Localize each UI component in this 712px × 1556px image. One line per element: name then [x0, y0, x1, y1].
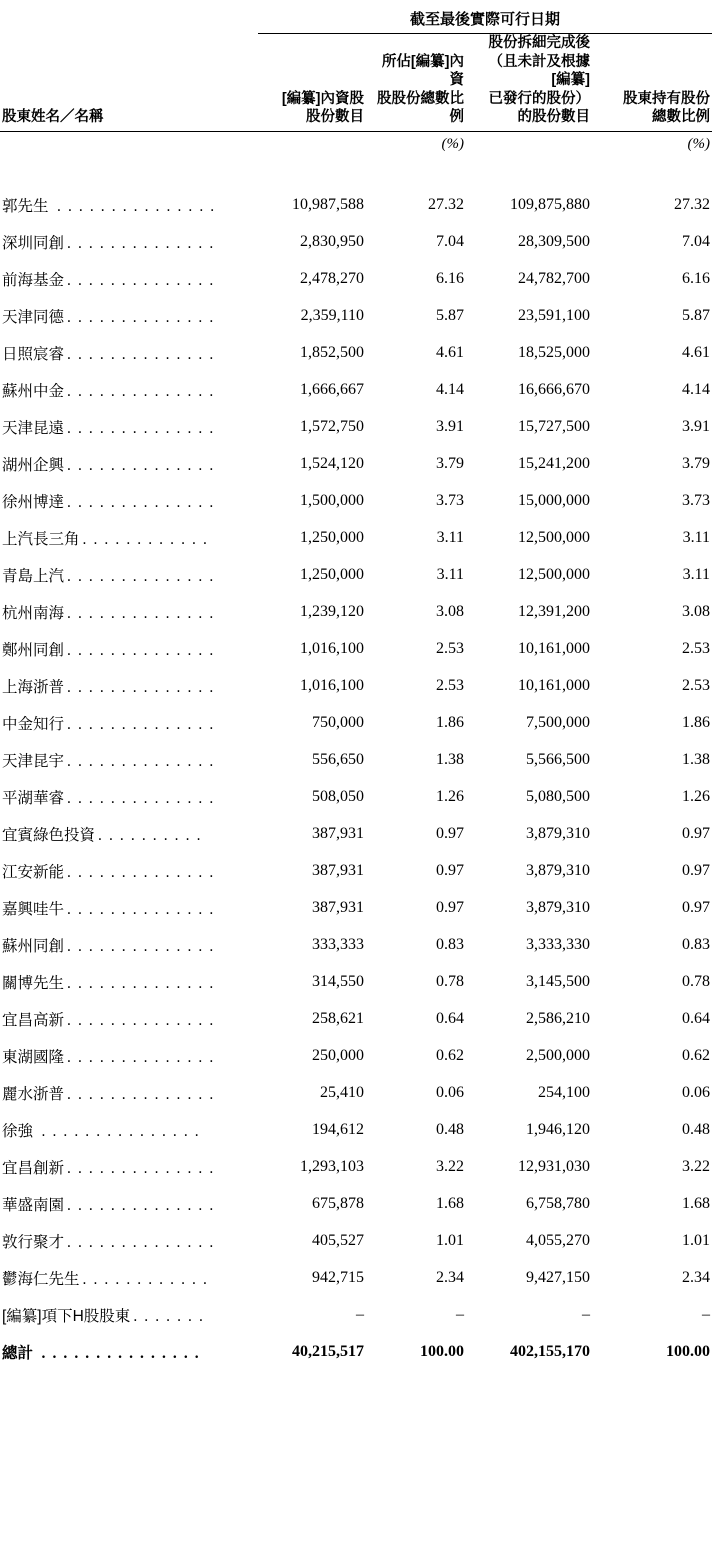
- value-c3: 10,161,000: [518, 677, 590, 695]
- shareholder-name-cell: [0, 1038, 258, 1075]
- value-c2: 0.97: [436, 899, 464, 917]
- value-c4: –: [702, 1306, 711, 1324]
- value-c3: 3,879,310: [526, 825, 590, 843]
- value-c3: 1,946,120: [526, 1121, 590, 1139]
- value-c2: 2.53: [436, 677, 464, 695]
- value-c4: 3.73: [682, 492, 711, 510]
- percent-unit-2: (%): [441, 135, 464, 152]
- table-row: [0, 705, 712, 742]
- shareholder-name: 東湖國隆: [2, 1049, 65, 1067]
- shareholder-name-cell: [0, 372, 258, 409]
- shareholder-name: 湖州企興: [2, 457, 65, 475]
- value-c3: 7,500,000: [526, 714, 590, 732]
- shareholder-name-cell: [0, 1334, 258, 1371]
- dot-leader: . . . . . . .: [133, 1308, 205, 1326]
- percent-unit-row: [0, 132, 712, 161]
- shareholder-name: 關博先生: [2, 975, 65, 993]
- table-row: [0, 446, 712, 483]
- col-header-post-split-shares: [466, 34, 592, 131]
- shareholder-name-cell: [0, 742, 258, 779]
- table-row: [0, 1223, 712, 1260]
- col-header-domestic-shares-line1: [編纂]內資股: [281, 90, 364, 107]
- shareholder-name-cell: [0, 1001, 258, 1038]
- shareholder-name: 鬱海仁先生: [2, 1271, 80, 1289]
- value-c2: 1.68: [436, 1195, 464, 1213]
- shareholder-name-cell: [0, 594, 258, 631]
- shareholder-name: 上汽長三角: [2, 531, 80, 549]
- value-c3: 2,586,210: [526, 1010, 590, 1028]
- value-c1: 2,359,110: [300, 307, 364, 325]
- shareholder-name: 郭先生: [2, 198, 49, 216]
- dot-leader: . . . . . . . . . . . . . . .: [51, 198, 216, 216]
- dot-leader: . . . . . . . . . . . . . .: [67, 568, 215, 586]
- value-c1: 387,931: [312, 862, 364, 880]
- value-c2: 0.06: [436, 1084, 464, 1102]
- shareholder-name: 江安新能: [2, 864, 65, 882]
- value-c4: 7.04: [682, 233, 711, 251]
- table-row: [0, 1149, 712, 1186]
- value-c1: 1,524,120: [300, 455, 364, 473]
- value-c4: 3.08: [682, 603, 711, 621]
- col-header-name-text: 股東姓名／名稱: [2, 109, 104, 126]
- value-c2: 3.11: [436, 529, 464, 547]
- value-c4: 27.32: [674, 196, 711, 214]
- value-c3: 4,055,270: [526, 1232, 590, 1250]
- table-row: [0, 631, 712, 668]
- value-c2: 3.79: [436, 455, 464, 473]
- value-c4: 6.16: [682, 270, 711, 288]
- value-c1: 1,666,667: [300, 381, 364, 399]
- dot-leader: . . . . . . . . . . . . . .: [67, 1012, 215, 1030]
- table-row: [0, 520, 712, 557]
- value-c4: 0.06: [682, 1084, 711, 1102]
- shareholder-name-cell: [0, 224, 258, 261]
- value-c3: 12,500,000: [518, 566, 590, 584]
- table-row: [0, 927, 712, 964]
- value-c4: 0.97: [682, 825, 711, 843]
- value-c1: 508,050: [312, 788, 364, 806]
- value-c4: 1.38: [682, 751, 711, 769]
- value-c3: 5,080,500: [526, 788, 590, 806]
- value-c4: 4.14: [682, 381, 711, 399]
- col-header-post-split-line4: 已發行的股份）: [488, 90, 590, 107]
- value-c4: 2.34: [682, 1269, 711, 1287]
- value-c4: 0.97: [682, 862, 711, 880]
- table-row: [0, 779, 712, 816]
- value-c4: 3.11: [682, 529, 711, 547]
- shareholder-name-cell: [0, 1223, 258, 1260]
- value-c1: 314,550: [312, 973, 364, 991]
- dot-leader: . . . . . . . . . . . . . .: [67, 901, 215, 919]
- value-c2: 0.83: [436, 936, 464, 954]
- value-c2: 3.73: [436, 492, 464, 510]
- dot-leader: . . . . . . . . . . . . . .: [67, 790, 215, 808]
- col-header-total-pct: [592, 34, 712, 131]
- dot-leader: . . . . . . . . . . . . . .: [67, 716, 215, 734]
- dot-leader: . . . . . . . . . . . . . .: [67, 383, 215, 401]
- shareholder-name-cell: [0, 187, 258, 224]
- value-c3: 402,155,170: [510, 1343, 590, 1361]
- col-header-domestic-pct: [366, 34, 466, 131]
- shareholder-name: 麗水浙普: [2, 1086, 65, 1104]
- value-c3: 3,879,310: [526, 862, 590, 880]
- value-c2: 6.16: [436, 270, 464, 288]
- dot-leader: . . . . . . . . . . . . . .: [67, 938, 215, 956]
- dot-leader: . . . . . . . . . . . . . .: [67, 494, 215, 512]
- shareholder-name-cell: [0, 964, 258, 1001]
- dot-leader: . . . . . . . . . .: [98, 827, 203, 845]
- dot-leader: . . . . . . . . . . . . . .: [67, 679, 215, 697]
- value-c1: 250,000: [312, 1047, 364, 1065]
- shareholder-name-cell: [0, 1186, 258, 1223]
- value-c4: 0.83: [682, 936, 711, 954]
- table-row: [0, 187, 712, 224]
- shareholder-name-cell: [0, 631, 258, 668]
- shareholder-name-cell: [0, 483, 258, 520]
- table-row: [0, 1038, 712, 1075]
- shareholder-name-cell: [0, 298, 258, 335]
- table-row: [0, 409, 712, 446]
- table-row: [0, 742, 712, 779]
- shareholder-name-cell: [0, 890, 258, 927]
- value-c2: 2.53: [436, 640, 464, 658]
- shareholder-name: 杭州南海: [2, 605, 65, 623]
- col-header-total-pct-line1: 股東持有股份: [623, 90, 711, 107]
- shareholder-name-cell: [0, 1075, 258, 1112]
- dot-leader: . . . . . . . . . . . .: [82, 1271, 209, 1289]
- value-c3: 3,879,310: [526, 899, 590, 917]
- dot-leader: . . . . . . . . . . . . . .: [67, 309, 215, 327]
- value-c2: 1.86: [436, 714, 464, 732]
- table-row: [0, 372, 712, 409]
- value-c2: 3.91: [436, 418, 464, 436]
- shareholder-name-cell: [0, 1260, 258, 1297]
- value-c4: 3.79: [682, 455, 711, 473]
- shareholder-name: 宜賓綠色投資: [2, 827, 96, 845]
- table-row: [0, 890, 712, 927]
- table-row: [0, 224, 712, 261]
- value-c3: 254,100: [538, 1084, 590, 1102]
- percent-unit-4: (%): [687, 135, 711, 152]
- value-c4: 3.22: [682, 1158, 711, 1176]
- shareholder-name: 日照宸睿: [2, 346, 65, 364]
- shareholder-name-cell: [0, 1297, 258, 1334]
- shareholder-name-cell: [0, 520, 258, 557]
- value-c2: 4.14: [436, 381, 464, 399]
- dot-leader: . . . . . . . . . . . . . .: [67, 1234, 215, 1252]
- col-header-post-split-line2: （且未計及根據: [488, 53, 590, 70]
- value-c2: 0.64: [436, 1010, 464, 1028]
- shareholder-name-cell: [0, 446, 258, 483]
- table-row: [0, 668, 712, 705]
- shareholder-name: 宜昌創新: [2, 1160, 65, 1178]
- span-title: 截至最後實際可行日期: [410, 11, 561, 28]
- value-c1: 1,016,100: [300, 640, 364, 658]
- value-c3: 16,666,670: [518, 381, 590, 399]
- value-c3: 15,000,000: [518, 492, 590, 510]
- dot-leader: . . . . . . . . . . . . . .: [67, 1049, 215, 1067]
- value-c2: 7.04: [436, 233, 464, 251]
- table-row: [0, 298, 712, 335]
- table-row: [0, 335, 712, 372]
- dot-leader: . . . . . . . . . . . . . .: [67, 346, 215, 364]
- total-row: [0, 1334, 712, 1371]
- value-c3: 18,525,000: [518, 344, 590, 362]
- value-c3: 15,241,200: [518, 455, 590, 473]
- value-c2: 3.08: [436, 603, 464, 621]
- percent-unit-1: [258, 132, 366, 161]
- value-c1: 1,852,500: [300, 344, 364, 362]
- shareholder-name: 徐強: [2, 1123, 34, 1141]
- value-c4: 5.87: [682, 307, 711, 325]
- shareholder-name-cell: [0, 927, 258, 964]
- shareholder-name-cell: [0, 668, 258, 705]
- table-row: [0, 853, 712, 890]
- value-c2: 1.26: [436, 788, 464, 806]
- value-c2: 0.48: [436, 1121, 464, 1139]
- table-row: [0, 1001, 712, 1038]
- header-spacer-cell: [0, 161, 712, 187]
- shareholder-name-cell: [0, 816, 258, 853]
- dot-leader: . . . . . . . . . . . . . .: [67, 864, 215, 882]
- value-c3: 15,727,500: [518, 418, 590, 436]
- shareholder-name: 宜昌高新: [2, 1012, 65, 1030]
- value-c4: 1.26: [682, 788, 711, 806]
- shareholder-name: 鄭州同創: [2, 642, 65, 660]
- value-c2: 4.61: [436, 344, 464, 362]
- table-row: [0, 1112, 712, 1149]
- shareholder-name: 深圳同創: [2, 235, 65, 253]
- col-header-domestic-pct-line1: 所佔[編纂]內資: [381, 53, 464, 89]
- table-row: [0, 1260, 712, 1297]
- table-row: [0, 594, 712, 631]
- value-c4: 0.48: [682, 1121, 711, 1139]
- value-c4: 2.53: [682, 677, 711, 695]
- col-header-post-split-line3: [編纂]: [551, 72, 590, 89]
- dot-leader: . . . . . . . . . . . . . .: [67, 272, 215, 290]
- value-c3: –: [582, 1306, 590, 1324]
- col-header-domestic-shares-line2: 股份數目: [306, 109, 364, 126]
- value-c2: 0.78: [436, 973, 464, 991]
- shareholder-name: 敦行聚才: [2, 1234, 65, 1252]
- percent-unit-name: [0, 132, 258, 161]
- value-c1: 333,333: [312, 936, 364, 954]
- header-spacer-row: [0, 161, 712, 187]
- span-title-spacer: [0, 0, 258, 33]
- value-c4: 0.78: [682, 973, 711, 991]
- value-c2: 1.01: [436, 1232, 464, 1250]
- dot-leader: . . . . . . . . . . . . . .: [67, 753, 215, 771]
- shareholder-name-cell: [0, 409, 258, 446]
- value-c1: 1,250,000: [300, 566, 364, 584]
- value-c4: 1.68: [682, 1195, 711, 1213]
- shareholder-name: 前海基金: [2, 272, 65, 290]
- dot-leader: . . . . . . . . . . . . . . .: [36, 1123, 201, 1141]
- value-c3: 28,309,500: [518, 233, 590, 251]
- value-c1: 1,016,100: [300, 677, 364, 695]
- value-c3: 5,566,500: [526, 751, 590, 769]
- value-c1: 194,612: [312, 1121, 364, 1139]
- value-c4: 1.86: [682, 714, 711, 732]
- dot-leader: . . . . . . . . . . . . . .: [67, 975, 215, 993]
- value-c1: 387,931: [312, 899, 364, 917]
- value-c3: 6,758,780: [526, 1195, 590, 1213]
- value-c1: 1,572,750: [300, 418, 364, 436]
- dot-leader: . . . . . . . . . . . . . .: [67, 235, 215, 253]
- dot-leader: . . . . . . . . . . . .: [82, 531, 209, 549]
- col-header-post-split-line5: 的股份數目: [517, 109, 590, 126]
- shareholder-name: 上海浙普: [2, 679, 65, 697]
- value-c3: 10,161,000: [518, 640, 590, 658]
- value-c1: 40,215,517: [292, 1343, 364, 1361]
- value-c3: 24,782,700: [518, 270, 590, 288]
- dot-leader: . . . . . . . . . . . . . .: [67, 1197, 215, 1215]
- shareholder-name-cell: [0, 1112, 258, 1149]
- table-header: [0, 0, 712, 187]
- value-c1: –: [356, 1306, 364, 1324]
- value-c1: 1,250,000: [300, 529, 364, 547]
- shareholder-name: [編纂]項下H股股東: [2, 1308, 131, 1326]
- value-c1: 258,621: [312, 1010, 364, 1028]
- value-c2: –: [456, 1306, 464, 1324]
- value-c3: 9,427,150: [526, 1269, 590, 1287]
- value-c4: 3.11: [682, 566, 711, 584]
- table-row: [0, 1075, 712, 1112]
- table-body: [0, 187, 712, 1371]
- value-c3: 3,145,500: [526, 973, 590, 991]
- shareholder-name: 徐州博達: [2, 494, 65, 512]
- value-c2: 0.97: [436, 862, 464, 880]
- table-row: [0, 1186, 712, 1223]
- value-c1: 1,239,120: [300, 603, 364, 621]
- value-c4: 2.53: [682, 640, 711, 658]
- table-row: [0, 1297, 712, 1334]
- value-c2: 100.00: [420, 1343, 464, 1361]
- shareholder-name: 嘉興哇牛: [2, 901, 65, 919]
- span-title-row: [0, 0, 712, 33]
- col-header-name: [0, 34, 258, 131]
- value-c4: 3.91: [682, 418, 711, 436]
- value-c4: 100.00: [666, 1343, 711, 1361]
- value-c4: 0.97: [682, 899, 711, 917]
- value-c3: 3,333,330: [526, 936, 590, 954]
- value-c3: 23,591,100: [518, 307, 590, 325]
- value-c2: 3.11: [436, 566, 464, 584]
- value-c3: 12,500,000: [518, 529, 590, 547]
- value-c4: 0.62: [682, 1047, 711, 1065]
- shareholder-name-cell: [0, 1149, 258, 1186]
- value-c2: 0.97: [436, 825, 464, 843]
- shareholder-name-cell: [0, 261, 258, 298]
- col-header-domestic-shares: [258, 34, 366, 131]
- shareholder-name: 蘇州中金: [2, 383, 65, 401]
- value-c4: 0.64: [682, 1010, 711, 1028]
- shareholder-name: 中金知行: [2, 716, 65, 734]
- value-c1: 942,715: [312, 1269, 364, 1287]
- shareholder-name: 天津同德: [2, 309, 65, 327]
- value-c4: 1.01: [682, 1232, 711, 1250]
- value-c3: 12,391,200: [518, 603, 590, 621]
- dot-leader: . . . . . . . . . . . . . .: [67, 605, 215, 623]
- value-c1: 750,000: [312, 714, 364, 732]
- shareholder-name: 平湖華睿: [2, 790, 65, 808]
- value-c3: 2,500,000: [526, 1047, 590, 1065]
- dot-leader: . . . . . . . . . . . . . .: [67, 1086, 215, 1104]
- value-c1: 675,878: [312, 1195, 364, 1213]
- dot-leader: . . . . . . . . . . . . . .: [67, 1160, 215, 1178]
- value-c2: 1.38: [436, 751, 464, 769]
- value-c1: 25,410: [320, 1084, 364, 1102]
- shareholder-name: 天津昆遠: [2, 420, 65, 438]
- value-c1: 2,830,950: [300, 233, 364, 251]
- value-c1: 10,987,588: [292, 196, 364, 214]
- shareholder-name: 天津昆宇: [2, 753, 65, 771]
- col-header-post-split-line1: 股份拆細完成後: [488, 35, 590, 51]
- shareholder-name: 青島上汽: [2, 568, 65, 586]
- column-header-row: [0, 34, 712, 131]
- value-c4: 4.61: [682, 344, 711, 362]
- shareholder-name: 華盛南園: [2, 1197, 65, 1215]
- value-c1: 556,650: [312, 751, 364, 769]
- dot-leader: . . . . . . . . . . . . . .: [67, 457, 215, 475]
- value-c2: 2.34: [436, 1269, 464, 1287]
- shareholder-name-cell: [0, 853, 258, 890]
- value-c3: 109,875,880: [510, 196, 590, 214]
- shareholder-name-cell: [0, 705, 258, 742]
- value-c2: 3.22: [436, 1158, 464, 1176]
- table-row: [0, 816, 712, 853]
- shareholder-name-cell: [0, 557, 258, 594]
- dot-leader: . . . . . . . . . . . . . .: [67, 642, 215, 660]
- shareholder-name-cell: [0, 335, 258, 372]
- col-header-domestic-pct-line2: 股股份總數比例: [377, 90, 464, 126]
- value-c1: 1,293,103: [300, 1158, 364, 1176]
- shareholder-name-cell: [0, 779, 258, 816]
- dot-leader: . . . . . . . . . . . . . .: [67, 420, 215, 438]
- table-row: [0, 261, 712, 298]
- dot-leader: . . . . . . . . . . . . . . .: [36, 1345, 201, 1363]
- table-row: [0, 483, 712, 520]
- value-c1: 387,931: [312, 825, 364, 843]
- col-header-total-pct-line2: 總數比例: [652, 109, 711, 126]
- value-c1: 405,527: [312, 1232, 364, 1250]
- value-c3: 12,931,030: [518, 1158, 590, 1176]
- value-c1: 2,478,270: [300, 270, 364, 288]
- value-c2: 0.62: [436, 1047, 464, 1065]
- value-c1: 1,500,000: [300, 492, 364, 510]
- table-row: [0, 964, 712, 1001]
- percent-unit-3: [466, 132, 592, 161]
- value-c2: 27.32: [428, 196, 464, 214]
- value-c2: 5.87: [436, 307, 464, 325]
- table-row: [0, 557, 712, 594]
- shareholder-name: 總計: [2, 1345, 34, 1363]
- shareholder-name: 蘇州同創: [2, 938, 65, 956]
